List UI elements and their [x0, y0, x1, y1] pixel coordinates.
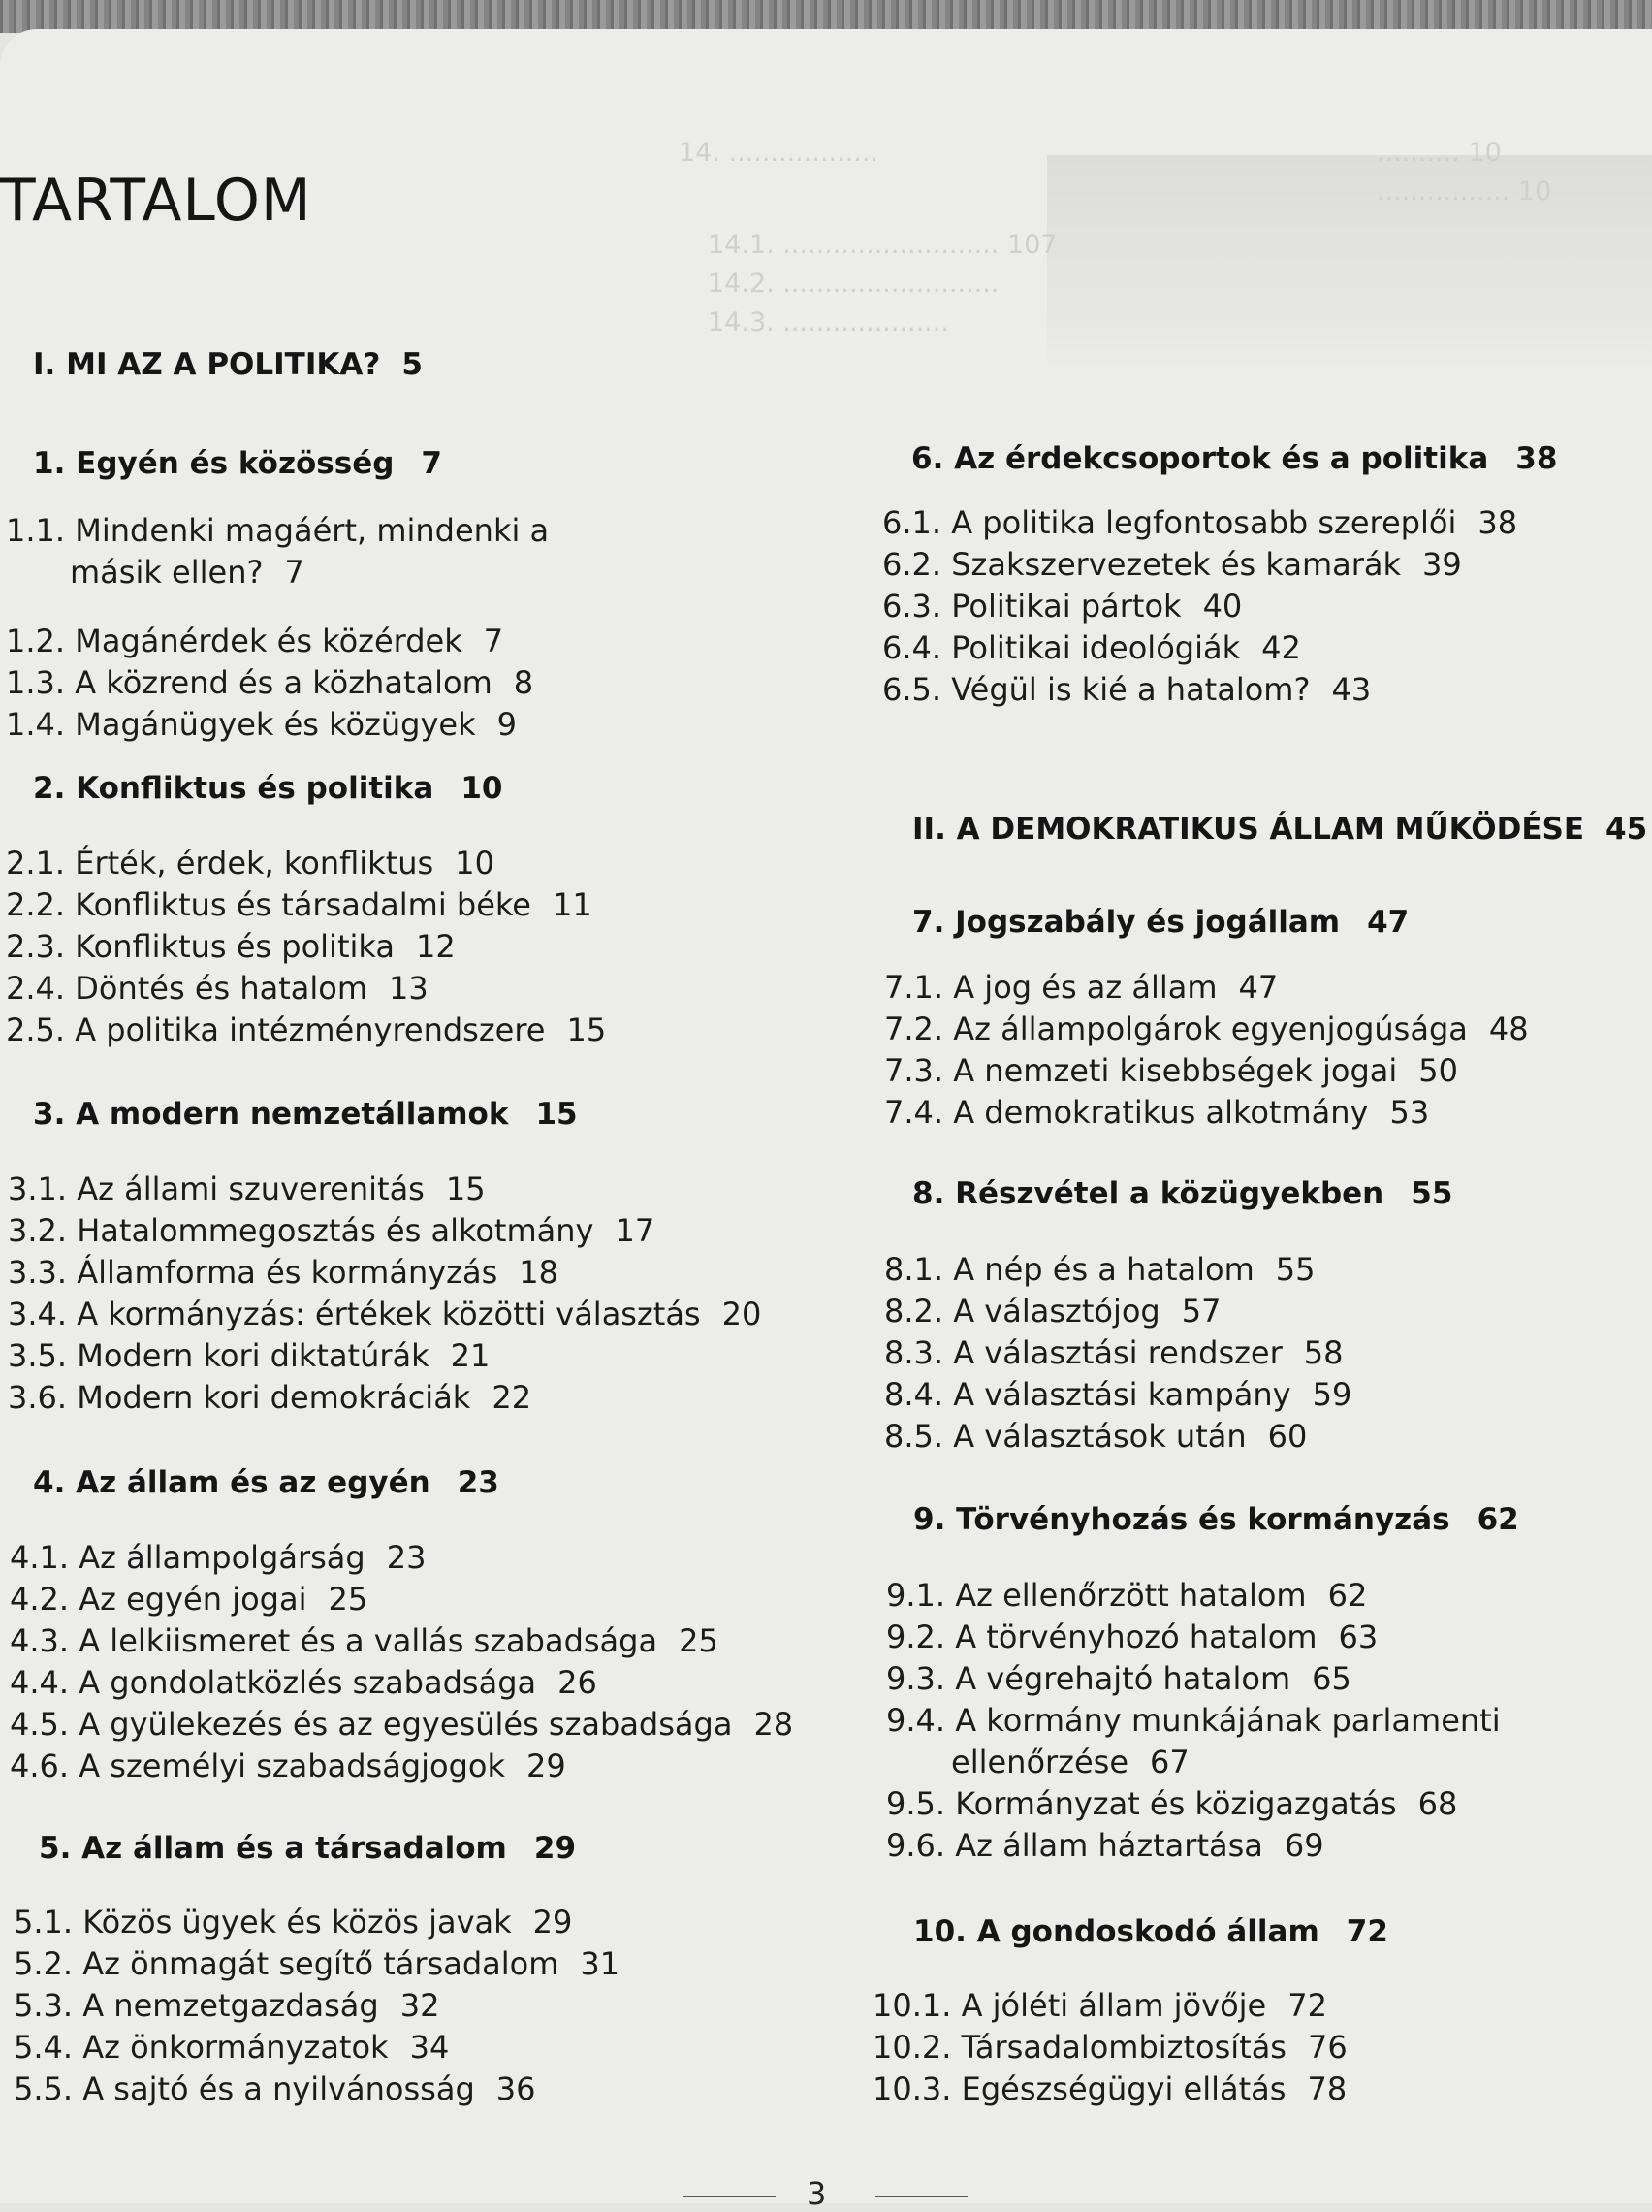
toc-entry[interactable] — [886, 1658, 1351, 1700]
entry-title-continued: ellenőrzése — [951, 1744, 1129, 1780]
chapter-label: 1. Egyén és közösség — [33, 446, 395, 481]
entry-page-number: 7 — [284, 554, 304, 591]
bleed-through-text: 14. .................. — [679, 138, 879, 168]
entry-number: 4.1. — [10, 1539, 70, 1576]
entry-page-number: 26 — [557, 1664, 597, 1701]
entry-number: 6.4. — [882, 629, 942, 666]
entry-page-number: 53 — [1389, 1094, 1430, 1131]
entry-number: 3.5. — [8, 1337, 68, 1374]
chapter-label: 3. A modern nemzetállamok — [33, 1097, 509, 1132]
entry-page-number: 42 — [1261, 629, 1301, 666]
toc-entry[interactable] — [6, 704, 517, 746]
entry-page-number: 50 — [1418, 1052, 1458, 1089]
chapter-page-number: 62 — [1477, 1502, 1519, 1537]
toc-entry[interactable] — [6, 926, 456, 968]
toc-entry[interactable] — [884, 1050, 1458, 1092]
toc-entry[interactable] — [873, 1985, 1327, 2027]
toc-entry[interactable] — [884, 967, 1278, 1009]
toc-entry[interactable] — [886, 1700, 1501, 1783]
entry-number: 2.1. — [6, 845, 66, 882]
entry-title: A személyi szabadságjogok — [79, 1747, 505, 1784]
entry-title: A gondolatközlés szabadsága — [79, 1664, 537, 1701]
toc-entry[interactable] — [8, 1252, 558, 1294]
entry-page-number: 23 — [386, 1539, 427, 1576]
entry-title: Magánérdek és közérdek — [75, 623, 462, 659]
entry-number: 9.6. — [886, 1827, 946, 1864]
part-page-number: 5 — [401, 347, 423, 382]
entry-number: 9.2. — [886, 1619, 946, 1655]
toc-entry[interactable] — [6, 510, 549, 593]
entry-number: 8.2. — [884, 1293, 944, 1330]
entry-number: 9.1. — [886, 1577, 946, 1614]
bleed-through-text: 14.1. .......................... 107 — [708, 230, 1058, 260]
chapter-label: 2. Konfliktus és politika — [33, 771, 434, 806]
entry-number: 4.6. — [10, 1747, 70, 1784]
entry-title: A nemzeti kisebbségek jogai — [953, 1052, 1398, 1089]
entry-page-number: 25 — [679, 1622, 718, 1659]
entry-page-number: 28 — [753, 1706, 794, 1743]
entry-page-number: 72 — [1287, 1987, 1327, 2024]
toc-entry[interactable] — [10, 1579, 367, 1620]
entry-title: Érték, érdek, konfliktus — [75, 845, 434, 882]
entry-number: 7.2. — [884, 1010, 944, 1047]
entry-title: Végül is kié a hatalom? — [951, 671, 1311, 708]
toc-entry[interactable] — [873, 2027, 1348, 2068]
toc-entry[interactable] — [8, 1210, 654, 1252]
entry-number: 9.5. — [886, 1785, 946, 1822]
entry-title: A választójog — [953, 1293, 1160, 1330]
entry-page-number: 34 — [409, 2029, 450, 2066]
toc-part-heading[interactable] — [33, 347, 423, 382]
toc-entry[interactable] — [10, 1704, 793, 1746]
entry-page-number: 59 — [1312, 1376, 1352, 1413]
entry-title: Társadalombiztosítás — [961, 2029, 1287, 2066]
entry-number: 5.4. — [14, 2029, 74, 2066]
entry-page-number: 62 — [1327, 1577, 1368, 1614]
entry-title: A kormányzás: értékek közötti választás — [77, 1296, 701, 1332]
entry-title: Egészségügyi ellátás — [961, 2070, 1287, 2107]
part-label: II. A DEMOKRATIKUS ÁLLAM MŰKÖDÉSE — [912, 812, 1585, 847]
entry-page-number: 7 — [483, 623, 504, 659]
footer-rule-left — [683, 2196, 776, 2197]
toc-entry[interactable] — [6, 1010, 606, 1051]
entry-number: 4.2. — [10, 1581, 70, 1618]
part-label: I. MI AZ A POLITIKA? — [33, 347, 381, 382]
entry-number: 3.3. — [8, 1254, 68, 1291]
entry-page-number: 31 — [580, 1945, 620, 1982]
toc-entry[interactable] — [886, 1575, 1367, 1617]
entry-page-number: 78 — [1307, 2070, 1348, 2107]
entry-title: A közrend és a közhatalom — [75, 664, 492, 701]
toc-entry[interactable] — [873, 2068, 1347, 2110]
entry-number: 10.2. — [873, 2029, 952, 2066]
bleed-through-text: 14.3. .................... — [708, 307, 949, 337]
entry-title: Politikai ideológiák — [951, 629, 1241, 666]
entry-number: 10.1. — [873, 1987, 952, 2024]
entry-page-number: 25 — [328, 1581, 368, 1618]
entry-number: 2.3. — [6, 928, 66, 965]
footer-rule-right — [875, 2196, 968, 2197]
bleed-through-text: .......... 10 — [1377, 138, 1502, 168]
entry-number: 2.5. — [6, 1011, 66, 1048]
toc-chapter-heading[interactable] — [913, 1914, 1388, 1949]
entry-number: 5.5. — [14, 2070, 74, 2107]
bleed-through-text: 14.2. .......................... — [708, 269, 1000, 299]
entry-title: A nemzetgazdaság — [82, 1987, 379, 2024]
chapter-page-number: 15 — [535, 1097, 578, 1132]
entry-title: Modern kori diktatúrák — [77, 1337, 429, 1374]
entry-number: 7.4. — [884, 1094, 944, 1131]
book-edge-strip — [0, 0, 1652, 33]
chapter-page-number: 47 — [1367, 905, 1410, 940]
entry-number: 4.5. — [10, 1706, 70, 1743]
toc-entry[interactable] — [14, 1943, 620, 1985]
entry-number: 8.5. — [884, 1418, 944, 1455]
entry-title: Mindenki magáért, mindenki a — [75, 512, 550, 549]
toc-entry[interactable] — [6, 843, 494, 884]
chapter-page-number: 7 — [421, 446, 442, 481]
entry-page-number: 13 — [389, 970, 429, 1007]
toc-entry[interactable] — [882, 669, 1371, 711]
entry-title: A végrehajtó hatalom — [955, 1660, 1291, 1697]
entry-page-number: 67 — [1150, 1744, 1190, 1780]
entry-page-number: 22 — [492, 1379, 532, 1416]
chapter-page-number: 55 — [1411, 1176, 1453, 1211]
entry-page-number: 17 — [615, 1212, 655, 1249]
toc-entry[interactable] — [6, 662, 533, 704]
chapter-label: 7. Jogszabály és jogállam — [912, 905, 1341, 940]
entry-number: 3.2. — [8, 1212, 68, 1249]
entry-title: Az állami szuverenitás — [77, 1170, 425, 1207]
toc-entry[interactable] — [10, 1620, 718, 1662]
entry-number: 1.4. — [6, 706, 66, 743]
toc-chapter-heading[interactable] — [912, 1176, 1452, 1211]
toc-entry[interactable] — [884, 1009, 1529, 1050]
entry-number: 5.1. — [14, 1904, 74, 1940]
entry-page-number: 8 — [513, 664, 534, 701]
entry-page-number: 60 — [1267, 1418, 1308, 1455]
entry-title: Közös ügyek és közös javak — [82, 1904, 512, 1940]
chapter-page-number: 72 — [1346, 1914, 1388, 1949]
book-page — [0, 29, 1652, 2212]
entry-title: A jóléti állam jövője — [961, 1987, 1267, 2024]
page-title: TARTALOM — [0, 167, 312, 235]
entry-page-number: 36 — [495, 2070, 536, 2107]
chapter-label: 5. Az állam és a társadalom — [39, 1831, 507, 1866]
entry-title: A kormány munkájának parlamenti — [955, 1702, 1501, 1739]
entry-title-continued: másik ellen? — [70, 554, 264, 591]
entry-number: 10.3. — [873, 2070, 952, 2107]
entry-title: Konfliktus és politika — [75, 928, 395, 965]
entry-title: Államforma és kormányzás — [77, 1254, 498, 1291]
entry-number: 6.1. — [882, 504, 942, 541]
entry-title: Az állampolgárok egyenjogúsága — [953, 1010, 1468, 1047]
toc-entry[interactable] — [6, 968, 429, 1010]
toc-entry[interactable] — [884, 1249, 1315, 1291]
toc-chapter-heading[interactable] — [912, 905, 1409, 940]
entry-number: 9.4. — [886, 1702, 946, 1739]
toc-entry[interactable] — [14, 1985, 439, 2027]
entry-title: A jog és az állam — [953, 969, 1218, 1006]
entry-number: 7.3. — [884, 1052, 944, 1089]
entry-title: Az önmagát segítő társadalom — [82, 1945, 559, 1982]
part-page-number: 45 — [1605, 812, 1648, 847]
entry-page-number: 18 — [519, 1254, 558, 1291]
entry-number: 5.3. — [14, 1987, 74, 2024]
entry-page-number: 55 — [1275, 1251, 1316, 1288]
entry-number: 6.5. — [882, 671, 942, 708]
toc-chapter-heading[interactable] — [33, 1097, 578, 1132]
entry-page-number: 76 — [1307, 2029, 1348, 2066]
entry-title: A nép és a hatalom — [953, 1251, 1255, 1288]
toc-entry[interactable] — [886, 1783, 1457, 1825]
entry-number: 4.3. — [10, 1622, 70, 1659]
entry-number: 3.6. — [8, 1379, 68, 1416]
entry-page-number: 57 — [1181, 1293, 1222, 1330]
entry-page-number: 38 — [1477, 504, 1518, 541]
entry-title: Az állampolgárság — [79, 1539, 365, 1576]
entry-title: A választások után — [953, 1418, 1247, 1455]
entry-number: 5.2. — [14, 1945, 74, 1982]
entry-number: 2.2. — [6, 886, 66, 923]
entry-number: 3.4. — [8, 1296, 68, 1332]
entry-number: 1.1. — [6, 512, 66, 549]
entry-number: 9.3. — [886, 1660, 946, 1697]
entry-page-number: 69 — [1284, 1827, 1324, 1864]
entry-title: Az ellenőrzött hatalom — [955, 1577, 1307, 1614]
entry-title: A politika legfontosabb szereplői — [951, 504, 1457, 541]
entry-page-number: 39 — [1422, 546, 1462, 583]
entry-title: Hatalommegosztás és alkotmány — [77, 1212, 594, 1249]
toc-chapter-heading[interactable] — [911, 441, 1557, 476]
entry-title: A sajtó és a nyilvánosság — [82, 2070, 475, 2107]
entry-page-number: 29 — [532, 1904, 573, 1940]
toc-entry[interactable] — [10, 1662, 597, 1704]
page-number: 3 — [807, 2175, 827, 2212]
chapter-label: 8. Részvétel a közügyekben — [912, 1176, 1384, 1211]
entry-page-number: 43 — [1331, 671, 1372, 708]
entry-title: Szakszervezetek és kamarák — [951, 546, 1402, 583]
entry-page-number: 12 — [415, 928, 456, 965]
entry-title: Magánügyek és közügyek — [75, 706, 476, 743]
toc-entry[interactable] — [884, 1092, 1429, 1134]
toc-entry[interactable] — [8, 1169, 486, 1210]
entry-page-number: 63 — [1338, 1619, 1379, 1655]
toc-entry[interactable] — [886, 1825, 1324, 1867]
chapter-label: 6. Az érdekcsoportok és a politika — [911, 441, 1489, 476]
entry-number: 4.4. — [10, 1664, 70, 1701]
toc-entry[interactable] — [882, 502, 1517, 544]
entry-page-number: 65 — [1312, 1660, 1351, 1697]
entry-title: Modern kori demokráciák — [77, 1379, 471, 1416]
chapter-page-number: 29 — [533, 1831, 577, 1866]
entry-title: A törvényhozó hatalom — [955, 1619, 1318, 1655]
entry-title: Az állam háztartása — [955, 1827, 1263, 1864]
entry-title: Az önkormányzatok — [82, 2029, 389, 2066]
entry-number: 7.1. — [884, 969, 944, 1006]
chapter-page-number: 10 — [461, 771, 503, 806]
entry-page-number: 20 — [721, 1296, 762, 1332]
entry-title: Kormányzat és közigazgatás — [955, 1785, 1397, 1822]
toc-chapter-heading[interactable] — [33, 1465, 499, 1500]
entry-page-number: 29 — [526, 1747, 566, 1784]
toc-entry[interactable] — [882, 627, 1301, 669]
entry-page-number: 15 — [445, 1170, 486, 1207]
toc-entry[interactable] — [6, 621, 503, 662]
entry-page-number: 32 — [399, 1987, 440, 2024]
toc-entry[interactable] — [884, 1291, 1221, 1332]
entry-title: A gyülekezés és az egyesülés szabadsága — [79, 1706, 733, 1743]
toc-entry[interactable] — [8, 1294, 761, 1335]
toc-entry[interactable] — [6, 884, 592, 926]
entry-title: A választási kampány — [953, 1376, 1291, 1413]
entry-page-number: 47 — [1238, 969, 1279, 1006]
entry-title: Döntés és hatalom — [75, 970, 368, 1007]
toc-chapter-heading[interactable] — [913, 1502, 1519, 1537]
entry-page-number: 15 — [566, 1011, 607, 1048]
entry-title: A politika intézményrendszere — [75, 1011, 546, 1048]
chapter-page-number: 23 — [457, 1465, 499, 1500]
entry-number: 1.3. — [6, 664, 66, 701]
entry-number: 8.3. — [884, 1334, 944, 1371]
toc-chapter-heading[interactable] — [39, 1831, 576, 1866]
entry-page-number: 9 — [496, 706, 517, 743]
bleed-through-text: ................ 10 — [1377, 176, 1552, 207]
entry-number: 8.4. — [884, 1376, 944, 1413]
entry-title: Politikai pártok — [951, 588, 1182, 625]
entry-number: 3.1. — [8, 1170, 68, 1207]
toc-chapter-heading[interactable] — [33, 446, 442, 481]
toc-chapter-heading[interactable] — [33, 771, 502, 806]
toc-entry[interactable] — [882, 544, 1462, 586]
toc-entry[interactable] — [8, 1335, 490, 1377]
toc-entry[interactable] — [14, 1902, 572, 1943]
toc-entry[interactable] — [10, 1537, 426, 1579]
toc-entry[interactable] — [8, 1377, 531, 1419]
entry-number: 1.2. — [6, 623, 66, 659]
entry-page-number: 48 — [1488, 1010, 1529, 1047]
entry-title: A lelkiismeret és a vallás szabadsága — [79, 1622, 658, 1659]
chapter-label: 9. Törvényhozás és kormányzás — [913, 1502, 1450, 1537]
entry-title: Konfliktus és társadalmi béke — [75, 886, 531, 923]
toc-part-heading[interactable] — [912, 812, 1647, 847]
toc-entry[interactable] — [14, 2068, 535, 2110]
toc-entry[interactable] — [886, 1617, 1378, 1658]
entry-page-number: 21 — [450, 1337, 491, 1374]
entry-title: A választási rendszer — [953, 1334, 1283, 1371]
entry-page-number: 11 — [552, 886, 592, 923]
entry-page-number: 10 — [455, 845, 494, 882]
entry-title: Az egyén jogai — [79, 1581, 307, 1618]
chapter-label: 4. Az állam és az egyén — [33, 1465, 430, 1500]
entry-number: 2.4. — [6, 970, 66, 1007]
bleed-through-shade — [1047, 155, 1652, 378]
chapter-label: 10. A gondoskodó állam — [913, 1914, 1319, 1949]
entry-number: 6.2. — [882, 546, 942, 583]
entry-page-number: 58 — [1303, 1334, 1344, 1371]
entry-page-number: 68 — [1417, 1785, 1458, 1822]
toc-entry[interactable] — [14, 2027, 449, 2068]
toc-entry[interactable] — [884, 1332, 1343, 1374]
chapter-page-number: 38 — [1515, 441, 1558, 476]
toc-entry[interactable] — [10, 1746, 566, 1787]
toc-entry[interactable] — [884, 1374, 1351, 1416]
entry-title: A demokratikus alkotmány — [953, 1094, 1369, 1131]
toc-entry[interactable] — [884, 1416, 1307, 1458]
entry-page-number: 40 — [1202, 588, 1243, 625]
entry-number: 6.3. — [882, 588, 942, 625]
entry-number: 8.1. — [884, 1251, 944, 1288]
toc-entry[interactable] — [882, 586, 1242, 627]
